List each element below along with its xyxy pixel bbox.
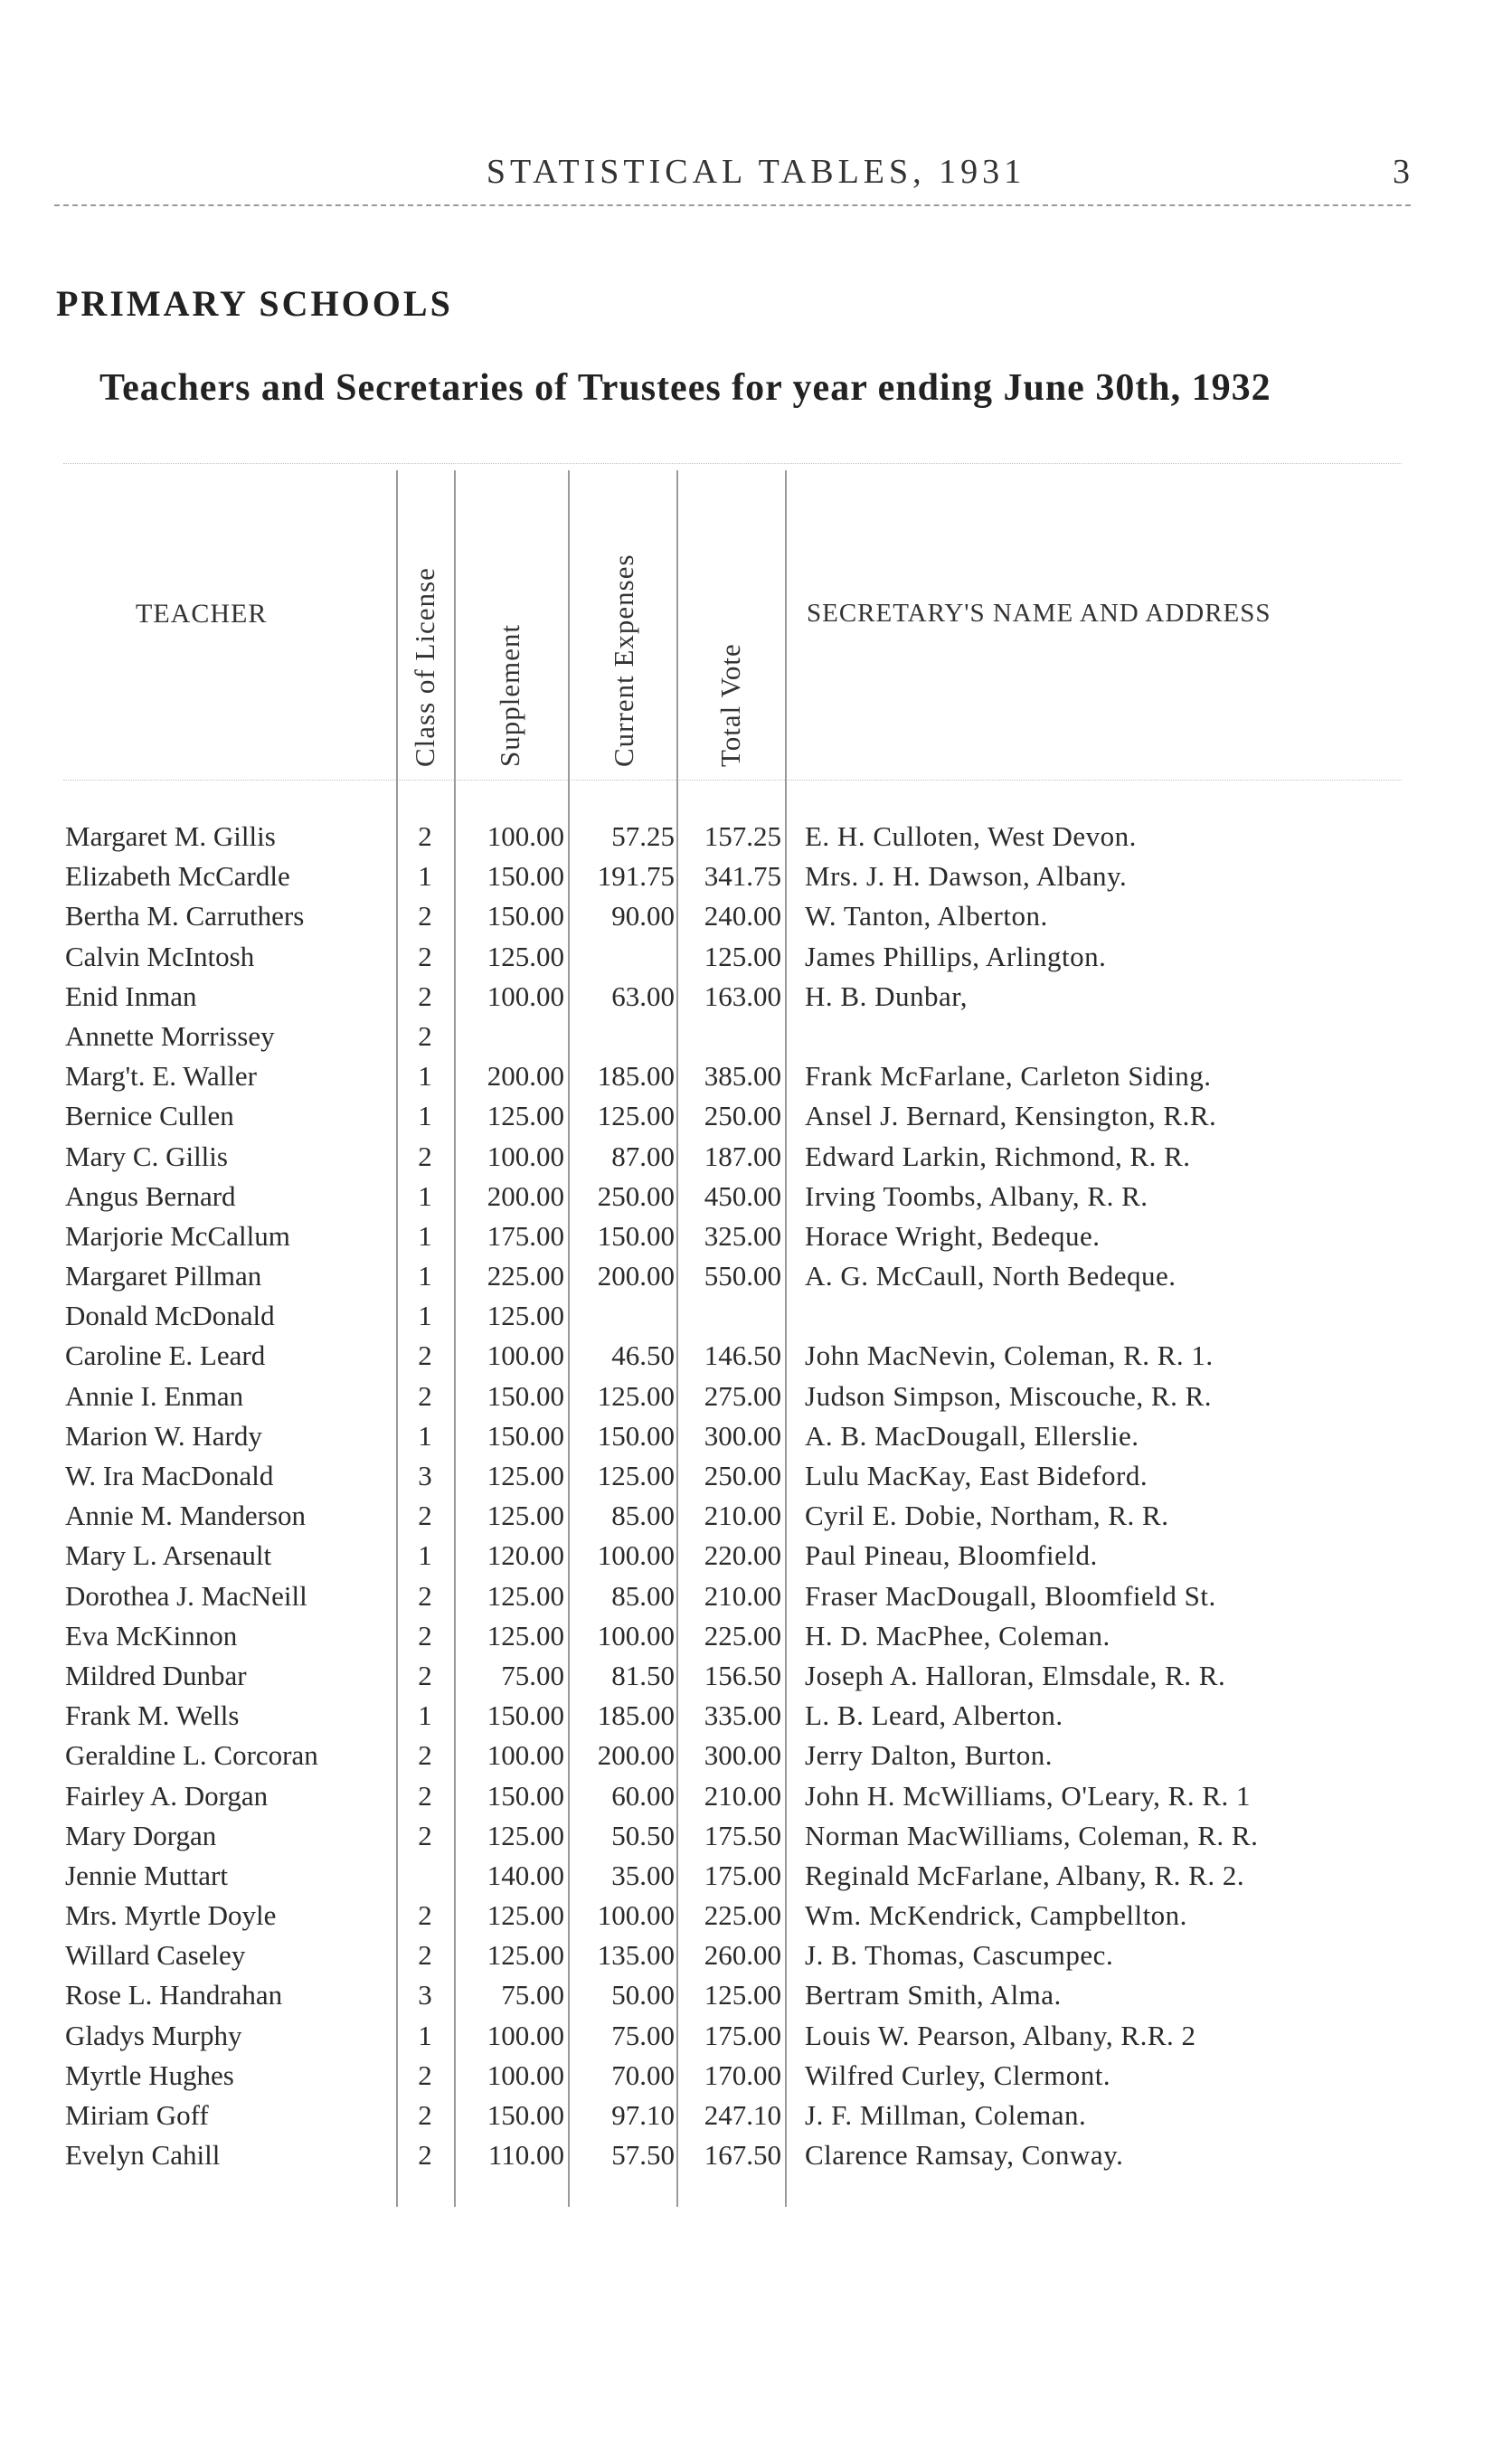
total-vote-amount: 210.00 [704,1500,781,1532]
class-of-license: 1 [418,1179,432,1212]
table-row [0,896,1512,936]
page-number: 3 [1393,153,1410,191]
total-vote-amount: 250.00 [704,1100,781,1132]
class-of-license: 2 [418,1019,432,1052]
total-vote-amount: 175.50 [704,1819,781,1851]
header-bottom-rule [63,780,1402,781]
total-vote-amount: 450.00 [704,1179,781,1212]
current-expenses-amount: 63.00 [611,980,675,1012]
secretary-name-address: Horace Wright, Bedeque. [805,1219,1101,1252]
secretary-name-address: A. B. MacDougall, Ellerslie. [805,1419,1139,1452]
total-vote-amount: 247.10 [704,2099,781,2131]
teacher-name: Marion W. Hardy [65,1419,262,1452]
total-vote-amount: 225.00 [704,1619,781,1652]
total-vote-amount: 385.00 [704,1060,781,1093]
supplement-amount: 125.00 [487,1939,564,1972]
secretary-name-address: Louis W. Pearson, Albany, R.R. 2 [805,2019,1196,2051]
class-of-license: 1 [418,1539,432,1572]
supplement-amount: 125.00 [487,940,564,972]
current-expenses-amount: 50.00 [611,1979,675,2011]
header-class-of-license: Class of License [409,567,440,767]
secretary-name-address: Irving Toombs, Albany, R. R. [805,1179,1148,1212]
current-expenses-amount: 46.50 [611,1339,675,1372]
table-row [0,1776,1512,1816]
teacher-name: Eva McKinnon [65,1619,238,1652]
total-vote-amount: 550.00 [704,1260,781,1292]
teacher-name: Fairley A. Dorgan [65,1779,269,1812]
secretary-name-address: J. B. Thomas, Cascumpec. [805,1939,1114,1972]
table-row [0,1416,1512,1456]
class-of-license: 3 [418,1979,432,2011]
secretary-name-address: James Phillips, Arlington. [805,940,1107,972]
teacher-name: Gladys Murphy [65,2019,242,2051]
total-vote-amount: 220.00 [704,1539,781,1572]
class-of-license: 2 [418,1939,432,1972]
supplement-amount: 200.00 [487,1179,564,1212]
secretary-name-address: Lulu MacKay, East Bideford. [805,1460,1148,1491]
class-of-license: 1 [418,1300,432,1332]
class-of-license: 1 [418,1699,432,1732]
table-row [0,1576,1512,1616]
class-of-license: 2 [418,820,432,852]
total-vote-amount: 300.00 [704,1419,781,1452]
supplement-amount: 150.00 [487,1419,564,1452]
teacher-name: W. Ira MacDonald [65,1460,274,1491]
teacher-name: Marg't. E. Waller [65,1060,258,1093]
class-of-license: 1 [418,1100,432,1132]
supplement-amount: 100.00 [487,980,564,1012]
table-body [0,817,1512,2175]
table-row [0,1137,1512,1177]
current-expenses-amount: 97.10 [611,2099,675,2131]
current-expenses-amount: 87.00 [611,1140,675,1172]
total-vote-amount: 260.00 [704,1939,781,1972]
current-expenses-amount: 185.00 [597,1699,675,1732]
current-expenses-amount: 90.00 [611,900,675,932]
current-expenses-amount: 150.00 [597,1219,675,1252]
table-row [0,2096,1512,2135]
secretary-name-address: H. B. Dunbar, [805,980,969,1012]
table-row [0,937,1512,977]
table-row [0,857,1512,896]
table-row [0,1936,1512,1975]
teacher-name: Margaret Pillman [65,1260,262,1292]
class-of-license: 3 [418,1460,432,1491]
header-rule [54,204,1411,206]
current-expenses-amount: 57.25 [611,820,675,852]
supplement-amount: 150.00 [487,860,564,893]
total-vote-amount: 300.00 [704,1739,781,1772]
table-row [0,1736,1512,1775]
total-vote-amount: 341.75 [704,860,781,893]
total-vote-amount: 175.00 [704,1859,781,1891]
table-row [0,1896,1512,1936]
teacher-name: Elizabeth McCardle [65,860,290,893]
secretary-name-address: John MacNevin, Coleman, R. R. 1. [805,1339,1214,1372]
supplement-amount: 100.00 [487,2019,564,2051]
current-expenses-amount: 60.00 [611,1779,675,1812]
supplement-amount: 100.00 [487,1339,564,1372]
secretary-name-address: Norman MacWilliams, Coleman, R. R. [805,1819,1259,1851]
current-expenses-amount: 35.00 [611,1859,675,1891]
total-vote-amount: 125.00 [704,1979,781,2011]
teacher-name: Myrtle Hughes [65,2059,234,2091]
supplement-amount: 125.00 [487,1100,564,1132]
current-expenses-amount: 200.00 [597,1260,675,1292]
total-vote-amount: 250.00 [704,1460,781,1491]
teacher-name: Angus Bernard [65,1179,236,1212]
supplement-amount: 100.00 [487,820,564,852]
class-of-license: 2 [418,980,432,1012]
teacher-name: Annie I. Enman [65,1379,244,1412]
total-vote-amount: 187.00 [704,1140,781,1172]
teacher-name: Marjorie McCallum [65,1219,290,1252]
current-expenses-amount: 200.00 [597,1739,675,1772]
current-expenses-amount: 185.00 [597,1060,675,1093]
total-vote-amount: 170.00 [704,2059,781,2091]
section-title: PRIMARY SCHOOLS [56,283,453,324]
header-supplement: Supplement [494,623,525,767]
secretary-name-address: Paul Pineau, Bloomfield. [805,1539,1098,1572]
teacher-name: Mildred Dunbar [65,1659,247,1691]
teacher-name: Dorothea J. MacNeill [65,1579,307,1612]
teacher-name: Willard Caseley [65,1939,246,1972]
total-vote-amount: 125.00 [704,940,781,972]
supplement-amount: 125.00 [487,1500,564,1532]
supplement-amount: 125.00 [487,1619,564,1652]
current-expenses-amount: 50.50 [611,1819,675,1851]
teacher-name: Mary L. Arsenault [65,1539,272,1572]
table-row [0,1017,1512,1056]
current-expenses-amount: 125.00 [597,1460,675,1491]
secretary-name-address: John H. McWilliams, O'Leary, R. R. 1 [805,1779,1252,1812]
table-row [0,1096,1512,1136]
teacher-name: Mrs. Myrtle Doyle [65,1899,277,1932]
table-row [0,1216,1512,1256]
table-row [0,1256,1512,1296]
table-row [0,1296,1512,1336]
class-of-license: 2 [418,1500,432,1532]
teacher-name: Mary C. Gillis [65,1140,228,1172]
supplement-amount: 125.00 [487,1300,564,1332]
teacher-name: Caroline E. Leard [65,1339,266,1372]
teacher-name: Geraldine L. Corcoran [65,1739,318,1772]
table-row [0,1377,1512,1416]
table-row [0,1456,1512,1496]
secretary-name-address: Wm. McKendrick, Campbellton. [805,1899,1187,1932]
teacher-name: Mary Dorgan [65,1819,217,1851]
header-current-expenses: Current Expenses [608,554,639,767]
secretary-name-address: Reginald McFarlane, Albany, R. R. 2. [805,1859,1245,1891]
table-row [0,977,1512,1017]
supplement-amount: 120.00 [487,1539,564,1572]
total-vote-amount: 175.00 [704,2019,781,2051]
table-top-rule [63,463,1402,464]
table-row [0,817,1512,857]
teacher-name: Jennie Muttart [65,1859,228,1891]
header-secretary: SECRETARY'S NAME AND ADDRESS [807,599,1271,628]
teacher-name: Donald McDonald [65,1300,275,1332]
secretary-name-address: Ansel J. Bernard, Kensington, R.R. [805,1100,1217,1132]
class-of-license: 1 [418,860,432,893]
secretary-name-address: Frank McFarlane, Carleton Siding. [805,1060,1212,1093]
table-row [0,1336,1512,1376]
secretary-name-address: Cyril E. Dobie, Northam, R. R. [805,1500,1169,1532]
class-of-license: 2 [418,1619,432,1652]
current-expenses-amount: 70.00 [611,2059,675,2091]
table-row [0,1656,1512,1696]
current-expenses-amount: 81.50 [611,1659,675,1691]
total-vote-amount: 163.00 [704,980,781,1012]
class-of-license: 1 [418,1260,432,1292]
teacher-name: Enid Inman [65,980,197,1012]
total-vote-amount: 210.00 [704,1779,781,1812]
table-row [0,2016,1512,2056]
table-row [0,1536,1512,1576]
supplement-amount: 125.00 [487,1819,564,1851]
secretary-name-address: Edward Larkin, Richmond, R. R. [805,1140,1191,1172]
table-row [0,1616,1512,1656]
class-of-license: 2 [418,1819,432,1851]
secretary-name-address: H. D. MacPhee, Coleman. [805,1619,1110,1652]
current-expenses-amount: 125.00 [597,1379,675,1412]
running-head: STATISTICAL TABLES, 1931 [486,153,1026,191]
class-of-license: 2 [418,1379,432,1412]
table-row [0,1696,1512,1736]
table-row [0,2135,1512,2175]
header-total-vote: Total Vote [714,643,746,767]
class-of-license: 1 [418,1060,432,1093]
supplement-amount: 100.00 [487,2059,564,2091]
total-vote-amount: 275.00 [704,1379,781,1412]
current-expenses-amount: 191.75 [597,860,675,893]
supplement-amount: 150.00 [487,900,564,932]
supplement-amount: 75.00 [501,1659,564,1691]
supplement-amount: 175.00 [487,1219,564,1252]
table-row [0,1496,1512,1536]
class-of-license: 2 [418,940,432,972]
teacher-name: Calvin McIntosh [65,940,255,972]
current-expenses-amount: 75.00 [611,2019,675,2051]
class-of-license: 2 [418,1579,432,1612]
total-vote-amount: 225.00 [704,1899,781,1932]
total-vote-amount: 156.50 [704,1659,781,1691]
current-expenses-amount: 150.00 [597,1419,675,1452]
secretary-name-address: L. B. Leard, Alberton. [805,1699,1063,1732]
header-teacher: TEACHER [136,599,268,629]
teacher-name: Annette Morrissey [65,1019,275,1052]
secretary-name-address: Fraser MacDougall, Bloomfield St. [805,1579,1216,1612]
supplement-amount: 200.00 [487,1060,564,1093]
secretary-name-address: Wilfred Curley, Clermont. [805,2059,1111,2091]
class-of-license: 2 [418,1140,432,1172]
supplement-amount: 100.00 [487,1140,564,1172]
supplement-amount: 125.00 [487,1579,564,1612]
class-of-license: 2 [418,900,432,932]
secretary-name-address: Jerry Dalton, Burton. [805,1739,1053,1772]
secretary-name-address: Joseph A. Halloran, Elmsdale, R. R. [805,1659,1226,1691]
secretary-name-address: W. Tanton, Alberton. [805,900,1048,932]
class-of-license: 2 [418,1779,432,1812]
total-vote-amount: 335.00 [704,1699,781,1732]
teacher-name: Bertha M. Carruthers [65,900,305,932]
current-expenses-amount: 125.00 [597,1100,675,1132]
supplement-amount: 225.00 [487,1260,564,1292]
class-of-license: 2 [418,2059,432,2091]
secretary-name-address: Bertram Smith, Alma. [805,1979,1062,2011]
teacher-name: Bernice Cullen [65,1100,234,1132]
supplement-amount: 150.00 [487,1379,564,1412]
current-expenses-amount: 100.00 [597,1539,675,1572]
teacher-name: Miriam Goff [65,2099,209,2131]
class-of-license: 1 [418,1219,432,1252]
supplement-amount: 125.00 [487,1460,564,1491]
total-vote-amount: 167.50 [704,2139,781,2172]
current-expenses-amount: 100.00 [597,1619,675,1652]
current-expenses-amount: 250.00 [597,1179,675,1212]
table-row [0,1975,1512,2015]
table-row [0,1177,1512,1216]
table-row [0,1056,1512,1096]
current-expenses-amount: 100.00 [597,1899,675,1932]
current-expenses-amount: 57.50 [611,2139,675,2172]
secretary-name-address: Judson Simpson, Miscouche, R. R. [805,1379,1213,1412]
current-expenses-amount: 85.00 [611,1579,675,1612]
secretary-name-address: A. G. McCaull, North Bedeque. [805,1260,1177,1292]
supplement-amount: 150.00 [487,2099,564,2131]
total-vote-amount: 146.50 [704,1339,781,1372]
current-expenses-amount: 85.00 [611,1500,675,1532]
class-of-license: 2 [418,2139,432,2172]
table-row [0,1816,1512,1856]
teacher-name: Frank M. Wells [65,1699,240,1732]
secretary-name-address: E. H. Culloten, West Devon. [805,820,1137,852]
class-of-license: 2 [418,1739,432,1772]
class-of-license: 2 [418,1899,432,1932]
class-of-license: 2 [418,2099,432,2131]
supplement-amount: 150.00 [487,1779,564,1812]
table-row [0,2056,1512,2096]
current-expenses-amount: 135.00 [597,1939,675,1972]
supplement-amount: 140.00 [487,1859,564,1891]
teacher-name: Annie M. Manderson [65,1500,307,1532]
secretary-name-address: Clarence Ramsay, Conway. [805,2139,1124,2172]
total-vote-amount: 157.25 [704,820,781,852]
total-vote-amount: 325.00 [704,1219,781,1252]
secretary-name-address: J. F. Millman, Coleman. [805,2099,1087,2131]
class-of-license: 2 [418,1339,432,1372]
table-subtitle: Teachers and Secretaries of Trustees for year ending June 30th, 1932 [99,367,1271,409]
total-vote-amount: 210.00 [704,1579,781,1612]
teacher-name: Rose L. Handrahan [65,1979,283,2011]
class-of-license: 2 [418,1659,432,1691]
supplement-amount: 100.00 [487,1739,564,1772]
secretary-name-address: Mrs. J. H. Dawson, Albany. [805,860,1128,893]
total-vote-amount: 240.00 [704,900,781,932]
table-row [0,1856,1512,1896]
teacher-name: Evelyn Cahill [65,2139,221,2172]
class-of-license: 1 [418,2019,432,2051]
supplement-amount: 150.00 [487,1699,564,1732]
teacher-name: Margaret M. Gillis [65,820,276,852]
supplement-amount: 75.00 [501,1979,564,2011]
supplement-amount: 110.00 [487,2139,564,2172]
supplement-amount: 125.00 [487,1899,564,1932]
class-of-license: 1 [418,1419,432,1452]
